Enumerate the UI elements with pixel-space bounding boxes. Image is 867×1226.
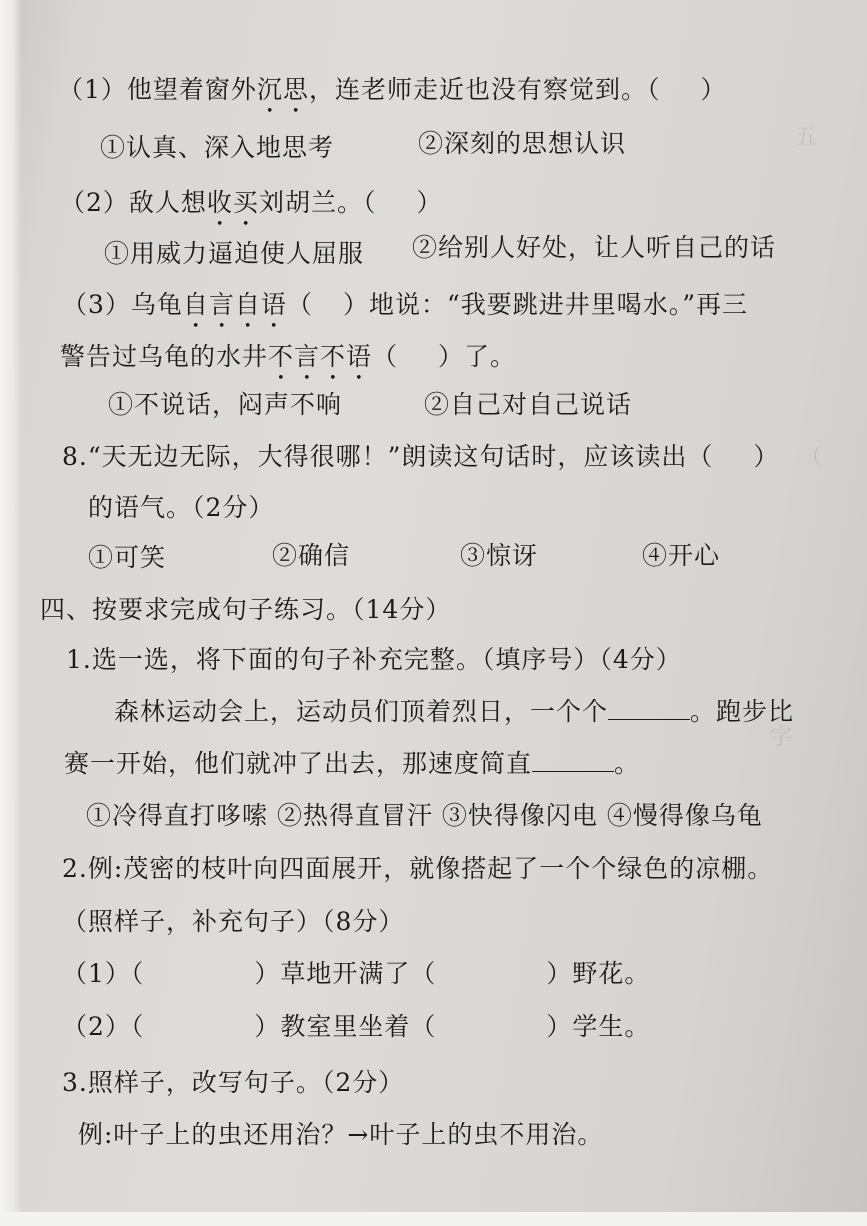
q7-part2-sentence (60, 183, 442, 232)
q7-part3-line2-paren-open: （ (372, 342, 399, 371)
q7-part3-number: （3） (62, 290, 131, 319)
q8-question-text: 8.“天无边无际，大得很哪！”朗读这句话时，应该读出（ (62, 442, 714, 471)
q7-part3-text: 乌龟 (130, 290, 183, 319)
q7-part1-option-1: ①认真、深入地思考 (100, 133, 335, 162)
s4-q3-example: 例:叶子上的虫还用治？→叶子上的虫不用治。 (78, 1120, 604, 1149)
q7-part3-sentence-line1 (62, 285, 748, 334)
s4-q3-title: 3.照样子，改写句子。（2分） (62, 1068, 405, 1097)
q7-part2-number: （2） (60, 188, 129, 217)
bleed-through-text: 五 (795, 125, 818, 150)
q7-part3-paren-open: （ (286, 290, 313, 319)
q7-part2-dotted-word: 收买 (206, 188, 259, 217)
s4-q1-blank-1[interactable] (608, 718, 690, 720)
q7-part1-option-2: ②深刻的思想认识 (418, 129, 627, 158)
scan-edge-left (0, 0, 22, 1226)
s4-q1-sentence-line2 (64, 744, 640, 780)
bleed-through-text: 字 (770, 725, 793, 750)
q7-part1-text: 他望着窗外 (126, 75, 257, 104)
q7-part3-sentence-line2 (60, 337, 516, 386)
s4-q2-item2-number: （2）（ (62, 1012, 145, 1041)
q7-part1-answer-close: ） (700, 75, 727, 104)
q8-option-2: ②确信 (272, 541, 351, 570)
q7-part2-answer-close: ） (416, 188, 443, 217)
s4-q2-instruction: （照样子，补充句子）（8分） (62, 907, 405, 936)
s4-q2-title: 2.例:茂密的枝叶向四面展开，就像搭起了一个个绿色的凉棚。 (62, 854, 774, 883)
s4-q1-sentence-line1 (114, 692, 794, 728)
q7-part1-number: （1） (58, 75, 127, 104)
q7-part3-dotted-word-1: 自言自语 (182, 290, 287, 319)
s4-q1-line1-text: 森林运动会上，运动员们顶着烈日，一个个 (114, 697, 609, 726)
s4-q2-item-1 (62, 954, 650, 990)
q8-question-line1 (62, 437, 779, 473)
s4-q1-blank-2[interactable] (532, 770, 614, 772)
q7-part3-text-end: ）地说：“我要跳进井里喝水。”再三 (342, 290, 749, 319)
section4-title: 四、按要求完成句子练习。（14分） (40, 595, 452, 624)
q8-option-4: ④开心 (642, 541, 721, 570)
s4-q2-item2-middle: ）教室里坐着（ (254, 1012, 437, 1041)
s4-q1-title: 1.选一选，将下面的句子补充完整。（填序号）（4分） (66, 645, 682, 674)
s4-q1-options: ①冷得直打哆嗦 ②热得直冒汗 ③快得像闪电 ④慢得像乌龟 (86, 801, 763, 830)
s4-q2-item1-number: （1）（ (62, 959, 145, 988)
q7-part2-option-1: ①用威力逼迫使人屈服 (104, 239, 365, 268)
q7-part2-text: 敌人想 (128, 188, 207, 217)
bleed-through-text: （ (800, 445, 823, 470)
q8-answer-close: ） (753, 442, 780, 471)
q7-part3-option-1: ①不说话，闷声不响 (108, 390, 343, 419)
s4-q1-line2-end: 。 (614, 749, 641, 778)
q7-part1-dotted-word: 沉思 (256, 75, 309, 104)
q8-option-3: ③惊讶 (460, 541, 539, 570)
q7-part2-option-2: ②给别人好处，让人听自己的话 (412, 233, 777, 262)
s4-q2-item1-end: ）野花。 (546, 959, 651, 988)
s4-q1-line2-text: 赛一开始，他们就冲了出去，那速度简直 (64, 749, 533, 778)
q7-part3-option-2: ②自己对自己说话 (424, 390, 633, 419)
q7-part3-line2-end: ）了。 (438, 342, 517, 371)
q7-part3-dotted-word-2: 不言不语 (268, 342, 373, 371)
q7-part1-text-end: ，连老师走近也没有察觉到。（ (308, 75, 661, 104)
s4-q2-item2-end: ）学生。 (546, 1012, 651, 1041)
scan-edge-bottom (0, 1212, 867, 1226)
q8-question-line2: 的语气。（2分） (88, 493, 275, 522)
q7-part1-sentence (58, 70, 726, 119)
q7-part2-text-end: 刘胡兰。（ (258, 188, 377, 217)
q8-option-1: ①可笑 (88, 543, 167, 572)
q7-part3-line2-text: 警告过乌龟的水井 (60, 342, 269, 371)
s4-q2-item1-middle: ）草地开满了（ (254, 959, 437, 988)
s4-q1-line1-end: 。跑步比 (690, 697, 795, 726)
s4-q2-item-2 (62, 1007, 650, 1043)
